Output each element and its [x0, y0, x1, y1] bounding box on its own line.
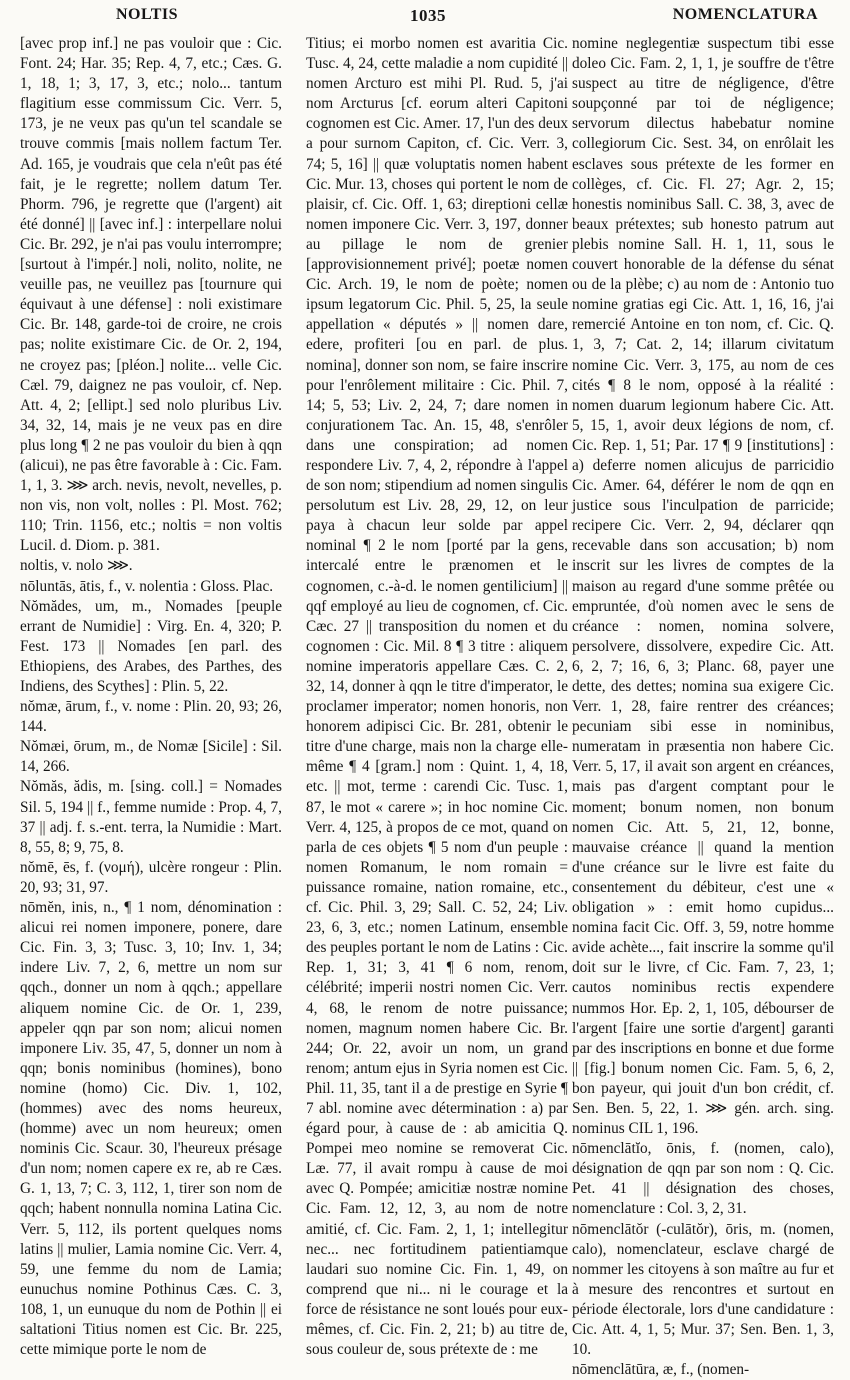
- column-2: [306, 34, 568, 1359]
- entry-noltis: noltis, v. nolo ⋙.: [20, 557, 133, 575]
- entry-nomas: Nŏmăs, ădis, m. [sing. coll.] = Nomades Sil. 5, 194 || f., femme numide : Prop. 4, 7, 37 || adj. f. s.-ent. terra, la Numidie : Mart. 8, 55, 8; 9, 75, 8.: [20, 778, 282, 856]
- entry-nome: nŏmē, ēs, f. (νομή), ulcère rongeur : Plin. 20, 93; 31, 97.: [20, 858, 282, 896]
- entry-noluntas: nōluntās, ātis, f., v. nolentia : Gloss. Plac.: [20, 577, 274, 595]
- entry-nomenclatura: nōmenclātūra, æ, f., (nomen-: [572, 1361, 750, 1379]
- entry-nomae: nŏmæ, ārum, f., v. nome : Plin. 20, 93; 26, 144.: [20, 698, 282, 736]
- entry-nolo-continuation: [avec prop inf.] ne pas vouloir que : Cic. Font. 24; Har. 35; Rep. 4, 7, etc.; Cæs. G. 1, 18, 1; 3, 17, 3, etc.; nolo... tantum flagitium esse commissum Cic. Verr. 5, 173, je ne veux pas qu'un tel scandale se trouve commis [mais nollem factum Ter. Ad. 165, je voudrais que cela n'eût pas été fait, je le regrette; nollem datum Ter. Phorm. 796, je regrette que (l'argent) ait été donné] || [avec inf.] : interpellare nolui Cic. Br. 292, je n'ai pas voulu interrompre; [surtout à l'impér.] noli, nolito, nolite, ne veuille pas, ne veuillez pas [tournure qui équivaut à une défense] : noli existimare Cic. Br. 148, garde-toi de croire, ne crois pas; nolite existimare Cic. de Or. 2, 194, ne croyez pas; [pléon.] nolite... velle Cic. Cæl. 79, daignez ne pas vouloir, cf. Nep. Att. 4, 2; [ellipt.] sed nolo pluribus Liv. 34, 32, 14, mais je ne veux pas en dire plus long ¶ 2 ne pas vouloir du bien à qqn (alicui), ne pas être favorable à : Cic. Fam. 1, 1, 3. ⋙ arch. nevis, nevolt, nevelles, p. non vis, non volt, nolles : Pl. Most. 762; 110; Trin. 1156, etc.; noltis = non voltis Lucil. d. Diom. p. 381.: [20, 35, 282, 555]
- entry-nomaei: Nŏmæi, ōrum, m., de Nomæ [Sicile] : Sil. 14, 266.: [20, 738, 282, 776]
- column-3: [572, 34, 834, 1379]
- column-1: [20, 34, 282, 1359]
- running-header: [18, 6, 832, 30]
- entry-nomen: nōmĕn, inis, n., ¶ 1 nom, dénomination : alicui rei nomen imponere, ponere, dare Cic. Fin. 3, 3; Tusc. 3, 10; Inv. 1, 34; indere Liv. 7, 2, 6, mettre un nom sur qqch., donner un nom à qqch.; appellare aliquem nomine Cic. de Or. 1, 239, appeler qqn par son nom; alicui nomen imponere Liv. 35, 47, 5, donner un nom à qqn; bonis nominibus (homines), bono nomine (homo) Cic. Div. 1, 102, (hommes) avec des noms heureux, (homme) avec un nom heureux; omen nominis Cic. Scaur. 30, l'heureux présage d'un nom; nomen capere ex re, ab re Cæs. G. 1, 13, 7; C. 3, 112, 1, tirer son nom de qqch; habent nonnulla nomina Latina Cic. Verr. 5, 112, ils portent quelques noms latins || mulier, Lamia nomine Cic. Verr. 4, 59, une femme du nom de Lamia; eunuchus nomine Pothinus Cæs. C. 3, 108, 1, un eunuque du nom de Pothin || ei saltationi Titius nomen est Cic. Br. 225, cette mimique porte le nom de: [20, 899, 282, 1359]
- entry-nomen-end: nomine neglegentiæ suspectum tibi esse doleo Cic. Fam. 2, 1, 1, je souffre de t'être suspect au titre de négligence, d'être soupçonné par toi de négligence; servorum dilectus habebatur nomine collegiorum Cic. Sest. 34, on enrôlait les esclaves sous prétexte de les former en collèges, cf. Cic. Fl. 27; Agr. 2, 15; honestis nominibus Sall. C. 38, 3, avec de beaux prétextes; sub honesto patrum aut plebis nomine Sall. H. 1, 11, sous le couvert honorable de la défense du sénat ou de la plèbe; c) au nom de : Antonio tuo nomine gratias egi Cic. Att. 1, 16, 16, j'ai remercié Antoine en ton nom, cf. Cic. Q. 1, 3, 7; Cat. 2, 14; illarum civitatum nomine Cic. Verr. 3, 175, au nom de ces cités ¶ 8 le nom, opposé à la réalité : nomen duarum legionum habere Cic. Att. 5, 15, 1, avoir deux légions de nom, cf. Cic. Rep. 1, 51; Par. 17 ¶ 9 [institutions] : a) deferre nomen alicujus de parricidio Cic. Amer. 64, déférer le nom de qqn en justice sous l'inculpation de parricide; recipere Cic. Verr. 2, 94, déclarer qqn recevable dans son accusation; b) nom inscrit sur les livres de comptes de la maison au regard d'une somme prêtée ou empruntée, d'où nomen avec le sens de créance : nomen, nomina solvere, persolvere, dissolvere, expedire Cic. Att. 6, 2, 7; 16, 6, 3; Planc. 68, payer une dette, des dettes; nomina sua exigere Cic. Verr. 1, 28, faire rentrer des créances; pecuniam sibi esse in nominibus, numeratam in præsentia non habere Cic. Verr. 5, 17, il avait son argent en créances, mais pas d'argent comptant pour le moment; bonum nomen, non bonum nomen Cic. Att. 5, 21, 12, bonne, mauvaise créance || quand la mention d'une créance sur le livre est faite du consentement du débiteur, c'est une « obligation » : emit homo cupidus... nomina facit Cic. Off. 3, 59, notre homme avide achète..., fait inscrire la somme qu'il doit sur le livre, cf Cic. Fam. 7, 23, 1; cautos nominibus rectis expendere nummos Hor. Ep. 2, 1, 105, débourser de l'argent [faire une sortie d'argent] garanti par des inscriptions en bonne et due forme || [fig.] bonum nomen Cic. Fam. 5, 6, 2, bon payeur, qui jouit d'un bon crédit, cf. Sen. Ben. 5, 22, 1. ⋙ gén. arch. sing. nominus CIL 1, 196.: [572, 35, 834, 1138]
- text-columns: [20, 34, 834, 1379]
- page-number: 1035: [410, 6, 446, 25]
- header-right-guideword: NOMENCLATURA: [672, 6, 818, 23]
- entry-nomades: Nŏmădes, um, m., Nomades [peuple errant de Numidie] : Virg. En. 4, 320; P. Fest. 173 || Nomades [en parl. des Ethiopiens, des Arabes, des Parthes, des Indiens, des Scythes] : Plin. 5, 22.: [20, 597, 282, 695]
- entry-nomenclator: nōmenclātŏr (-culātŏr), ōris, m. (nomen, calo), nomenclateur, esclave chargé de nommer les citoyens à son maître au fur et à mesure des rencontres et surtout en période électorale, lors d'une candidature : Cic. Att. 4, 1, 5; Mur. 37; Sen. Ben. 1, 3, 10.: [572, 1220, 834, 1359]
- entry-nomen-continuation: Titius; ei morbo nomen est avaritia Cic. Tusc. 4, 24, cette maladie a nom cupidité || nomen Arcturo est mihi Pl. Rud. 5, j'ai nom Arcturus [cf. eorum alteri Capitoni cognomen est Cic. Amer. 17, l'un des deux a pour surnom Capiton, cf. Cic. Verr. 3, 74; 5, 16] || quæ voluptatis nomen habent Cic. Mur. 13, choses qui portent le nom de plaisir, cf. Cic. Off. 1, 63; direptioni cellæ nomen imponere Cic. Verr. 3, 197, donner au pillage le nom de grenier [approvisionnement privé]; poetæ nomen Cic. Arch. 19, le nom de poète; nomen ipsum legatorum Cic. Phil. 5, 25, la seule appellation « députés » || nomen dare, edere, profiteri [ou en parl. de plus. nomina], donner son nom, se faire inscrire pour l'enrôlement militaire : Cic. Phil. 7, 14; 5, 53; Liv. 2, 24, 7; dare nomen in conjurationem Tac. An. 15, 48, s'enrôler dans une conspiration; ad nomen respondere Liv. 7, 4, 2, répondre à l'appel de son nom; stipendium ad nomen singulis persolutum est Liv. 28, 29, 12, on leur paya à chacun leur solde par appel nominal ¶ 2 le nom [porté par la gens, intercalé entre le prænomen et le cognomen, c.-à-d. le nomen gentilicium] || qqf employé au lieu de cognomen, cf. Cic. Cæc. 27 || transposition du nomen et du cognomen : Cic. Mil. 8 ¶ 3 titre : aliquem nomine imperatoris appellare Cæs. C. 2, 32, 14, donner à qqn le titre d'imperator, le proclamer imperator; nomen honoris, non honorem adipisci Cic. Br. 281, obtenir le titre d'une charge, mais non la charge elle-même ¶ 4 [gram.] nom : Quint. 1, 4, 18, etc. || mot, terme : carendi Cic. Tusc. 1, 87, le mot « carere »; in hoc nomine Cic. Verr. 4, 125, à propos de ce mot, quand on parla de ces objets ¶ 5 nom d'un peuple : nomen Romanum, le nom romain = puissance romaine, nation romaine, etc., cf. Cic. Phil. 3, 29; Sall. C. 52, 24; Liv. 23, 6, 3, etc.; nomen Latinum, ensemble des peuples portant le nom de Latins : Cic. Rep. 1, 31; 3, 41 ¶ 6 nom, renom, célébrité; imperii nostri nomen Cic. Verr. 4, 68, le renom de notre puissance; nomen, magnum nomen habere Cic. Br. 244; Or. 22, avoir un nom, un grand renom; antum ejus in Syria nomen est Cic. Phil. 11, 35, tant il a de prestige en Syrie ¶ 7 abl. nomine avec détermination : a) par égard pour, à cause de : ab amicitia Q. Pompei meo nomine se removerat Cic. Læ. 77, il avait rompu à cause de moi avec Q. Pompée; amicitiæ nostræ nomine Cic. Fam. 12, 12, 3, au nom de notre amitié, cf. Cic. Fam. 2, 1, 1; intellegitur nec... nec fortitudinem patientiamque laudari suo nomine Cic. Fin. 1, 49, on comprend que ni... ni le courage et la force de résistance ne sont loués pour eux-mêmes, cf. Cic. Fin. 2, 21; b) au titre de, sous couleur de, sous prétexte de : me: [306, 35, 568, 1359]
- header-left-guideword: NOLTIS: [116, 6, 178, 23]
- entry-nomenclatio: nōmenclātĭo, ōnis, f. (nomen, calo), désignation de qqn par son nom : Q. Cic. Pet. 41 || désignation des choses, nomenclature : Col. 3, 2, 31.: [572, 1140, 834, 1218]
